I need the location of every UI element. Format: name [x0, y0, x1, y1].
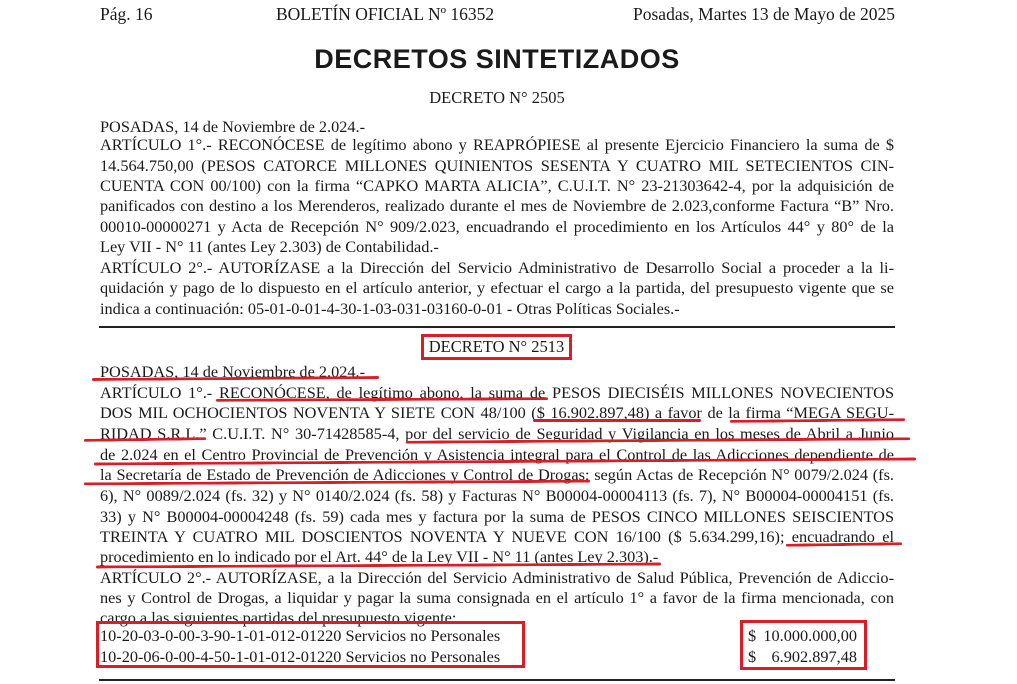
budget-line-code: 10-20-03-0-00-3-90-1-01-012-01220 Servicios no Personales — [100, 626, 501, 645]
decree-2-line: procedimiento en lo indicado por el Art. 44° de la Ley VII - N° 11 (antes Ley 2.303).- — [100, 547, 659, 566]
decree-2-line: la Secretaría de Estado de Prevención de Adicciones y Control de Drogas; según Actas de Recepción N° 0079/2.024 (fs. — [100, 465, 894, 484]
decree-1-line: CUENTA CON 00/100) con la firma “CAPKO MARTA ALICIA”, C.U.I.T. N° 23-21303642-4, por la adquisición de — [100, 176, 894, 195]
budget-amount-currency: $ — [748, 647, 757, 666]
decree-1-line: POSADAS, 14 de Noviembre de 2.024.- — [100, 117, 365, 136]
bulletin-title: BOLETÍN OFICIAL Nº 16352 — [276, 4, 495, 24]
decree-2-line: ARTÍCULO 1°.- RECONÓCESE, de legítimo abono, la suma de PESOS DIECISÉIS MILLONES NOVECIENTOS — [100, 383, 894, 402]
page-number: Pág. 16 — [100, 4, 153, 24]
separator-rule — [99, 679, 895, 681]
decree-2-line: ARTÍCULO 2°.- AUTORÍZASE, a la Dirección del Servicio Administrativo de Salud Pública, Prevención de Adiccio- — [100, 568, 894, 587]
decree-2-line: 33) y N° B00004-00004248 (fs. 59) cada mes y factura por la suma de PESOS CINCO MILLONES SEISCIENTOS — [100, 507, 894, 526]
decree-2-line: TREINTA Y CUATRO MIL DOSCIENTOS NOVENTA Y NUEVE CON 16/100 ($ 5.634.299,16); encuadrando el — [100, 527, 894, 546]
separator-rule — [99, 326, 895, 328]
decree-1-line: 14.564.750,00 (PESOS CATORCE MILLONES QUINIENTOS SESENTA Y CUATRO MIL SETECIENTOS CIN- — [100, 156, 894, 175]
budget-amount: 6.902.897,48 — [771, 647, 857, 666]
bulletin-date: Posadas, Martes 13 de Mayo de 2025 — [633, 4, 895, 24]
budget-amount-currency: $ — [748, 626, 757, 645]
decree-1-line: quidación y pago de lo dispuesto en el artículo anterior, y efectuar el cargo a la partida, del presupuesto vigente que se — [100, 278, 894, 297]
decree-2-line: DOS MIL OCHOCIENTOS NOVENTA Y SIETE CON 48/100 ($ 16.902.897,48) a favor de la firma “MEGA SEGU- — [100, 403, 894, 422]
section-title: DECRETOS SINTETIZADOS — [314, 44, 680, 74]
decree-1-line: indica a continuación: 05-01-0-01-4-30-1-03-031-03160-0-01 - Otras Políticas Sociales.- — [100, 299, 680, 318]
decree-1-line: panificados con destino a los Merenderos, realizado durante el mes de Noviembre de 2.023,conforme Factura “B” Nro. — [100, 196, 894, 215]
decree-1-line: ARTÍCULO 1°.- RECONÓCESE de legítimo abono y REAPRÓPIESE al presente Ejercicio Financiero la suma de $ — [100, 135, 894, 154]
decree-2-number: DECRETO N° 2513 — [428, 337, 565, 356]
decree-1-line: Ley VII - N° 11 (antes Ley 2.303) de Contabilidad.- — [100, 237, 439, 256]
decree-2-line: RIDAD S.R.L.” C.U.I.T. N° 30-71428585-4, por del servicio de Seguridad y Vigilancia en los meses de Abril a Junio — [100, 424, 894, 443]
red-underline — [533, 419, 701, 422]
decree-1-line: 00010-00000271 y Acta de Recepción N° 909/2.023, encuadrando el procedimiento en los Artículos 44° y 80° de la — [100, 217, 894, 236]
decree-2-line: de 2.024 en el Centro Provincial de Prevención y Asistencia integral para el Control de las Adicciones dependiente de — [100, 445, 894, 464]
decree-2-line: POSADAS, 14 de Noviembre de 2.024.- — [100, 362, 365, 381]
decree-1-line: ARTÍCULO 2°.- AUTORÍZASE a la Dirección del Servicio Administrativo de Desarrollo Social a proceder a la li- — [100, 258, 894, 277]
decree-2-line: 6), N° 0089/2.024 (fs. 32) y N° 0140/2.024 (fs. 58) y Facturas N° B00004-00004113 (fs. 7), N° B00004-00004151 (fs. — [100, 486, 894, 505]
budget-line-code: 10-20-06-0-00-4-50-1-01-012-01220 Servicios no Personales — [100, 647, 501, 666]
decree-2-line: cargo a las siguientes partidas del presupuesto vigente: — [100, 608, 457, 627]
decree-2-line: nes y Control de Drogas, a liquidar y pagar la suma consignada en el artículo 1° a favor de la firma mencionada, con — [100, 588, 894, 607]
decree-1-number: DECRETO N° 2505 — [429, 88, 565, 107]
budget-amount: 10.000.000,00 — [763, 626, 857, 645]
